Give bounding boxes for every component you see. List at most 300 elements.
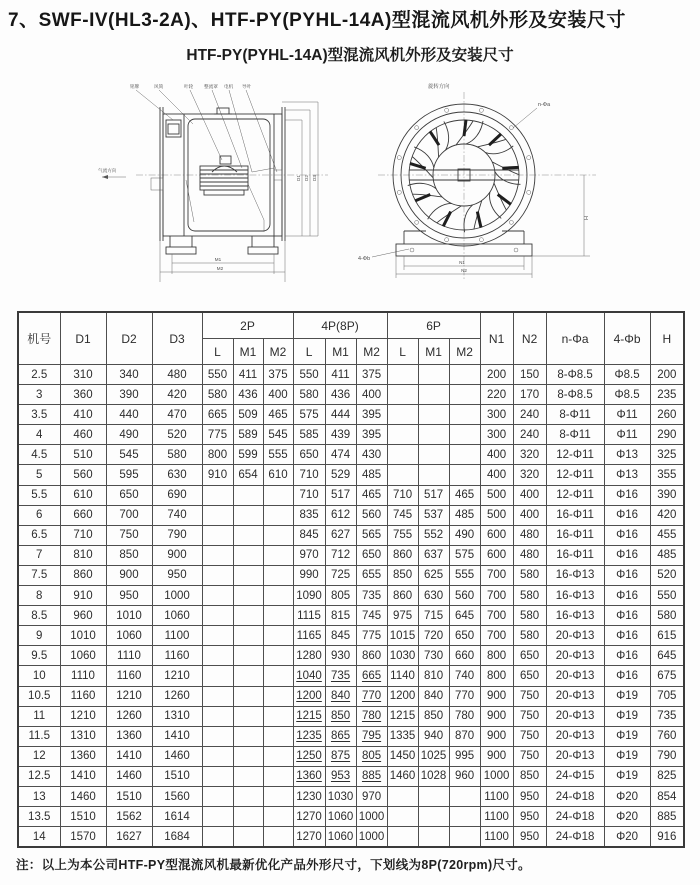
table-cell: Φ16 [604, 666, 650, 686]
table-cell [263, 525, 293, 545]
table-cell: 655 [356, 565, 387, 585]
table-cell [263, 686, 293, 706]
table-cell: 12-Φ11 [546, 485, 604, 505]
table-cell [233, 525, 263, 545]
table-cell: 1030 [387, 646, 418, 666]
table-cell: 24-Φ15 [546, 766, 604, 786]
dim-m1-label: M1 [214, 257, 222, 262]
table-cell: 1510 [152, 766, 202, 786]
table-cell [449, 827, 480, 848]
footnote: 注：以上为本公司HTF-PY型混流风机最新优化产品外形尺寸，下划线为8P(720rpm)尺寸。 [16, 858, 531, 872]
table-cell: 300 [480, 425, 513, 445]
table-cell: 1310 [152, 706, 202, 726]
table-cell [387, 405, 418, 425]
table-cell [263, 485, 293, 505]
table-row [18, 565, 684, 585]
table-cell [418, 786, 449, 806]
table-cell: 1060 [60, 646, 106, 666]
table-cell: 355 [650, 465, 684, 485]
table-row [18, 425, 684, 445]
table-header-row-1 [18, 312, 684, 339]
column-subheader: M1 [233, 339, 263, 365]
table-cell: 12-Φ11 [546, 465, 604, 485]
table-cell: 360 [60, 385, 106, 405]
table-row [18, 586, 684, 606]
table-cell: 520 [152, 425, 202, 445]
column-header: D1 [60, 312, 106, 365]
table-cell: 850 [513, 766, 546, 786]
table-cell [263, 827, 293, 848]
table-cell: 970 [356, 786, 387, 806]
table-cell [233, 505, 263, 525]
column-header: N1 [480, 312, 513, 365]
table-cell: 390 [106, 385, 152, 405]
dimension-table-body [18, 365, 684, 848]
table-cell: 517 [325, 485, 356, 505]
table-cell: 960 [449, 766, 480, 786]
column-header: 2P [202, 312, 293, 339]
table-cell: 1090 [293, 586, 325, 606]
table-cell: 200 [650, 365, 684, 385]
table-cell: 630 [418, 586, 449, 606]
table-cell: 10.5 [18, 686, 60, 706]
table-cell: 1060 [325, 827, 356, 848]
table-cell: 550 [293, 365, 325, 385]
table-cell [263, 746, 293, 766]
table-cell: 537 [418, 505, 449, 525]
table-cell: 4 [18, 425, 60, 445]
table-cell: 610 [60, 485, 106, 505]
table-cell: 500 [480, 505, 513, 525]
table-cell [233, 686, 263, 706]
callout-leader-lines [136, 90, 277, 172]
table-cell [202, 827, 233, 848]
table-row [18, 365, 684, 385]
table-cell: 705 [650, 686, 684, 706]
table-cell: 325 [650, 445, 684, 465]
table-cell: 12-Φ11 [546, 445, 604, 465]
table-cell: 2.5 [18, 365, 60, 385]
page-title: 7、SWF-IV(HL3-2A)、HTF-PY(PYHL-14A)型混流风机外形及安装尺寸 [8, 10, 626, 31]
table-row [18, 827, 684, 848]
table-cell: 5.5 [18, 485, 60, 505]
table-cell: 1260 [106, 706, 152, 726]
table-row [18, 485, 684, 505]
table-cell: 485 [449, 505, 480, 525]
column-subheader: M2 [449, 339, 480, 365]
table-cell [387, 465, 418, 485]
table-cell: 1025 [418, 746, 449, 766]
table-cell: 485 [356, 465, 387, 485]
table-cell: Φ16 [604, 565, 650, 585]
table-cell: 485 [650, 545, 684, 565]
table-cell: 599 [233, 445, 263, 465]
table-cell: 3.5 [18, 405, 60, 425]
table-cell: 700 [480, 586, 513, 606]
table-cell [202, 666, 233, 686]
table-cell: 595 [106, 465, 152, 485]
table-cell: 795 [356, 726, 387, 746]
table-cell [418, 807, 449, 827]
table-cell: 900 [480, 726, 513, 746]
table-cell: 1215 [387, 706, 418, 726]
table-cell: 411 [325, 365, 356, 385]
table-cell: 775 [356, 626, 387, 646]
table-cell: 865 [325, 726, 356, 746]
table-cell [233, 726, 263, 746]
table-cell: 430 [356, 445, 387, 465]
table-cell: 790 [152, 525, 202, 545]
table-cell: 1562 [106, 807, 152, 827]
table-cell [233, 646, 263, 666]
column-subheader: M2 [263, 339, 293, 365]
table-cell: 645 [449, 606, 480, 626]
table-cell: 465 [449, 485, 480, 505]
table-cell [233, 827, 263, 848]
table-cell: 411 [233, 365, 263, 385]
table-cell [263, 545, 293, 565]
table-cell: 850 [418, 706, 449, 726]
table-cell: 650 [513, 646, 546, 666]
table-cell [202, 485, 233, 505]
table-cell [263, 646, 293, 666]
table-cell: 770 [356, 686, 387, 706]
table-cell [418, 465, 449, 485]
table-cell [418, 827, 449, 848]
table-cell [202, 565, 233, 585]
table-cell: Φ13 [604, 445, 650, 465]
table-cell: 1200 [387, 686, 418, 706]
table-cell: 1210 [106, 686, 152, 706]
callout-casing-label: 风筒 [154, 84, 164, 89]
table-cell: 13 [18, 786, 60, 806]
table-cell: 710 [387, 485, 418, 505]
table-cell: 850 [325, 706, 356, 726]
table-cell: 835 [293, 505, 325, 525]
table-cell: 460 [60, 425, 106, 445]
table-cell: 1000 [480, 766, 513, 786]
table-cell: 13.5 [18, 807, 60, 827]
table-cell: 10 [18, 666, 60, 686]
table-cell [449, 385, 480, 405]
table-cell: 900 [480, 686, 513, 706]
table-cell: 1100 [152, 626, 202, 646]
table-cell: 1165 [293, 626, 325, 646]
table-cell: 6 [18, 505, 60, 525]
table-cell [233, 786, 263, 806]
dim-m2-label: M2 [216, 266, 224, 271]
table-cell: 900 [480, 746, 513, 766]
table-cell: 654 [233, 465, 263, 485]
table-cell [387, 786, 418, 806]
table-cell: 850 [106, 545, 152, 565]
table-cell: 860 [387, 545, 418, 565]
column-header: D2 [106, 312, 152, 365]
table-cell: 750 [106, 525, 152, 545]
table-cell: 990 [293, 565, 325, 585]
table-cell: 1684 [152, 827, 202, 848]
table-cell: 1570 [60, 827, 106, 848]
table-cell: 780 [449, 706, 480, 726]
table-cell: 8-Φ11 [546, 405, 604, 425]
table-cell [418, 385, 449, 405]
table-cell: 690 [152, 485, 202, 505]
table-cell: 400 [480, 445, 513, 465]
table-cell: 300 [480, 405, 513, 425]
table-cell: 395 [356, 425, 387, 445]
table-cell: Φ13 [604, 465, 650, 485]
table-cell: 790 [650, 746, 684, 766]
table-cell: 950 [513, 827, 546, 848]
table-cell: 650 [513, 666, 546, 686]
page-subtitle: HTF-PY(PYHL-14A)型混流风机外形及安装尺寸 [186, 47, 514, 64]
table-cell [233, 545, 263, 565]
mounting-feet [166, 236, 278, 254]
table-cell [202, 746, 233, 766]
table-cell [263, 586, 293, 606]
table-cell: 735 [325, 666, 356, 686]
table-cell: 885 [650, 807, 684, 827]
table-cell: 480 [513, 525, 546, 545]
table-cell: 16-Φ11 [546, 505, 604, 525]
table-cell: Φ16 [604, 485, 650, 505]
table-cell [449, 445, 480, 465]
table-cell: 860 [387, 586, 418, 606]
table-cell [387, 425, 418, 445]
table-cell: 8 [18, 586, 60, 606]
table-cell [263, 766, 293, 786]
table-cell: 845 [325, 626, 356, 646]
table-row [18, 445, 684, 465]
table-cell: 805 [356, 746, 387, 766]
column-subheader: L [387, 339, 418, 365]
table-cell: 1460 [152, 746, 202, 766]
table-cell [202, 606, 233, 626]
table-cell: 900 [480, 706, 513, 726]
table-cell: 700 [480, 565, 513, 585]
table-cell: Φ19 [604, 686, 650, 706]
lifting-lug [214, 108, 232, 114]
table-header [18, 312, 684, 365]
table-cell: 950 [513, 807, 546, 827]
dim-h-label: H [584, 216, 590, 220]
table-cell: 710 [293, 485, 325, 505]
table-cell: 665 [202, 405, 233, 425]
table-cell: 5 [18, 465, 60, 485]
table-cell: 580 [293, 385, 325, 405]
table-cell [233, 485, 263, 505]
table-cell: Φ19 [604, 726, 650, 746]
table-row [18, 385, 684, 405]
table-cell: Φ20 [604, 807, 650, 827]
table-row [18, 807, 684, 827]
table-cell: 480 [513, 545, 546, 565]
table-cell: 780 [356, 706, 387, 726]
table-cell: 20-Φ13 [546, 686, 604, 706]
table-cell: 1160 [60, 686, 106, 706]
table-cell: 240 [513, 425, 546, 445]
table-cell: 745 [387, 505, 418, 525]
table-cell: 1360 [60, 746, 106, 766]
callout-nameplate-label: 铭牌 [130, 84, 140, 89]
dim-n2-label: N2 [461, 268, 467, 273]
table-cell: 20-Φ13 [546, 746, 604, 766]
table-cell: 1000 [356, 827, 387, 848]
table-cell: 610 [263, 465, 293, 485]
table-cell: 552 [418, 525, 449, 545]
table-cell: 395 [356, 405, 387, 425]
table-cell: 805 [325, 586, 356, 606]
foot-holes-callout-label: 4-Φb [358, 256, 371, 262]
table-cell [263, 606, 293, 626]
table-cell [387, 445, 418, 465]
table-cell: 20-Φ13 [546, 706, 604, 726]
table-cell: 150 [513, 365, 546, 385]
table-cell [263, 706, 293, 726]
rotation-direction-label: 旋转方向 [428, 84, 450, 90]
table-row [18, 686, 684, 706]
table-cell: 16-Φ13 [546, 565, 604, 585]
table-cell: 810 [418, 666, 449, 686]
table-cell [387, 807, 418, 827]
table-cell [233, 626, 263, 646]
table-cell: 840 [325, 686, 356, 706]
table-cell: 320 [513, 445, 546, 465]
table-cell: 1040 [293, 666, 325, 686]
table-cell: 6.5 [18, 525, 60, 545]
table-cell: 1280 [293, 646, 325, 666]
airflow-label: 气流方向 [98, 168, 117, 173]
table-cell [418, 445, 449, 465]
table-cell [387, 827, 418, 848]
table-cell: Φ19 [604, 766, 650, 786]
table-cell: 310 [60, 365, 106, 385]
table-cell [263, 626, 293, 646]
table-cell: 1460 [60, 786, 106, 806]
table-cell: 875 [325, 746, 356, 766]
table-cell: 1210 [152, 666, 202, 686]
table-cell: 200 [480, 365, 513, 385]
table-cell: 1510 [106, 786, 152, 806]
table-cell: 1270 [293, 807, 325, 827]
table-cell: 885 [356, 766, 387, 786]
table-cell: 975 [387, 606, 418, 626]
table-cell [263, 565, 293, 585]
table-cell: 810 [60, 545, 106, 565]
table-cell: 840 [418, 686, 449, 706]
table-cell: 16-Φ13 [546, 606, 604, 626]
table-cell: 8-Φ8.5 [546, 385, 604, 405]
table-cell: 1000 [152, 586, 202, 606]
column-subheader: L [293, 339, 325, 365]
flange-holes-leader [513, 108, 537, 128]
table-cell: 815 [325, 606, 356, 626]
dim-d3-label: D3 [312, 175, 317, 181]
table-cell: 700 [106, 505, 152, 525]
table-cell: 375 [356, 365, 387, 385]
column-subheader: L [202, 339, 233, 365]
fan-front-view-drawing [356, 80, 656, 285]
table-cell: 615 [650, 626, 684, 646]
table-cell: 500 [480, 485, 513, 505]
table-cell: 465 [263, 405, 293, 425]
table-cell: 520 [650, 565, 684, 585]
table-cell: 710 [293, 465, 325, 485]
table-cell: 1614 [152, 807, 202, 827]
table-cell: Φ16 [604, 646, 650, 666]
table-row [18, 726, 684, 746]
table-cell: 580 [650, 606, 684, 626]
table-row [18, 505, 684, 525]
table-cell: 627 [325, 525, 356, 545]
table-cell [202, 706, 233, 726]
table-cell: 589 [233, 425, 263, 445]
table-cell: 1100 [480, 786, 513, 806]
table-cell: 3 [18, 385, 60, 405]
table-cell [263, 726, 293, 746]
table-cell: 1250 [293, 746, 325, 766]
table-cell: 220 [480, 385, 513, 405]
table-cell: 436 [233, 385, 263, 405]
table-cell: 1100 [480, 827, 513, 848]
table-cell [202, 586, 233, 606]
table-cell: 960 [60, 606, 106, 626]
table-cell: 529 [325, 465, 356, 485]
table-cell: 910 [202, 465, 233, 485]
table-cell: 8.5 [18, 606, 60, 626]
callout-motor-label: 电机 [224, 84, 234, 89]
table-cell: 700 [480, 626, 513, 646]
column-header: 机号 [18, 312, 60, 365]
table-cell: 545 [106, 445, 152, 465]
table-cell: 1110 [106, 646, 152, 666]
table-cell: 240 [513, 405, 546, 425]
table-cell: 7.5 [18, 565, 60, 585]
column-header: 4P(8P) [293, 312, 387, 339]
table-cell: 24-Φ18 [546, 786, 604, 806]
table-cell: 1200 [293, 686, 325, 706]
table-cell: 1510 [60, 807, 106, 827]
table-cell: 580 [202, 385, 233, 405]
table-cell: 560 [60, 465, 106, 485]
table-cell [233, 586, 263, 606]
table-cell: 900 [106, 565, 152, 585]
table-cell: 1010 [60, 626, 106, 646]
table-row [18, 786, 684, 806]
table-cell: 24-Φ18 [546, 827, 604, 848]
table-cell [418, 365, 449, 385]
table-cell [202, 505, 233, 525]
table-cell: 517 [418, 485, 449, 505]
table-cell: 1410 [152, 726, 202, 746]
column-header: D3 [152, 312, 202, 365]
table-cell [202, 686, 233, 706]
column-header: 6P [387, 312, 480, 339]
table-cell: 550 [650, 586, 684, 606]
table-cell: 1000 [356, 807, 387, 827]
table-cell: 580 [152, 445, 202, 465]
table-cell: 995 [449, 746, 480, 766]
table-cell: 916 [650, 827, 684, 848]
table-cell: 750 [513, 706, 546, 726]
table-cell: 870 [449, 726, 480, 746]
table-cell: 953 [325, 766, 356, 786]
table-cell: 474 [325, 445, 356, 465]
table-cell: 755 [387, 525, 418, 545]
table-cell [233, 565, 263, 585]
table-cell: 612 [325, 505, 356, 525]
table-cell: 8-Φ11 [546, 425, 604, 445]
